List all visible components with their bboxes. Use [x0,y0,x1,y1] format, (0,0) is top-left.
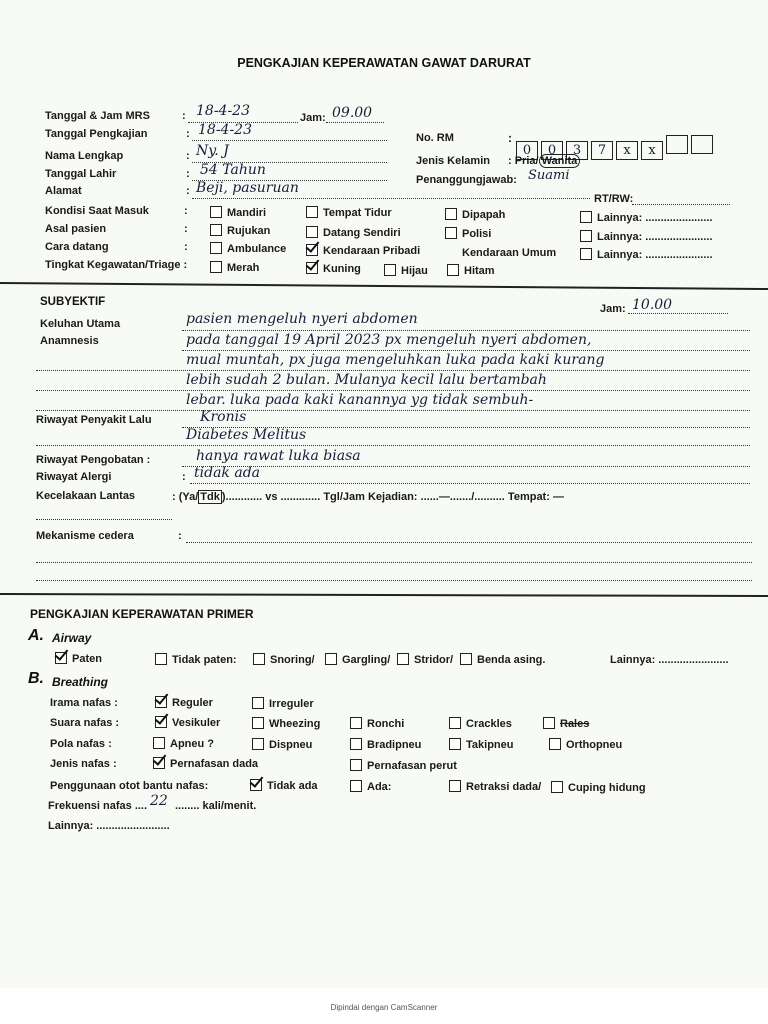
checkbox[interactable] [252,717,264,729]
option-orthopneu[interactable]: Orthopneu [549,738,622,751]
rm-digit-box [666,135,688,154]
dotted-line [190,483,750,484]
dotted-line [36,370,750,371]
checkbox[interactable] [210,206,222,218]
colon: : [184,223,188,235]
label-rt-rw: RT/RW: [594,193,634,205]
label-irama-nafas: Irama nafas : [50,697,118,709]
kecelakaan-line [172,491,564,503]
label-jam: Jam: [300,112,326,124]
option-ambulance[interactable]: Ambulance [210,242,286,255]
option-cara-lainnya[interactable]: Lainnya: ...................... [580,248,713,261]
checkbox-checked[interactable] [155,716,167,728]
checkbox[interactable] [253,653,265,665]
option-wanita-circled: Wanita [539,154,581,168]
option-pernafasan-perut[interactable]: Pernafasan perut [350,759,457,772]
option-tidak-ada[interactable]: Tidak ada [250,779,318,792]
option-crackles[interactable]: Crackles [449,717,512,730]
label-suara-nafas: Suara nafas : [50,717,120,729]
option-apneu[interactable]: Apneu ? [153,737,214,750]
option-ronchi[interactable]: Ronchi [350,717,404,730]
jenis-kelamin-options [508,155,580,167]
label-kali-menit: ........ kali/menit. [175,800,257,812]
label-riwayat-pengobatan: Riwayat Pengobatan : [36,454,151,466]
dotted-line [326,122,384,123]
checkbox[interactable] [252,738,264,750]
label-no-rm: No. RM [416,132,454,144]
checkbox[interactable] [445,208,457,220]
label-asal: Asal pasien [45,223,107,235]
checkbox[interactable] [210,242,222,254]
option-wheezing[interactable]: Wheezing [252,717,320,730]
option-kendaraan-pribadi[interactable]: Kendaraan Pribadi [306,244,420,257]
breathing-title: Breathing [52,675,109,689]
label-anamnesis: Anamnesis [40,335,99,347]
kecelakaan-rest: )............ vs ............. Tgl/Jam Kejadian: ......—......./.......... Tempat: — [221,491,564,503]
section-divider [0,282,768,290]
value-riwayat-penyakit: Kronis [200,409,247,425]
option-asal-lainnya[interactable]: Lainnya: ...................... [580,230,713,243]
checkbox[interactable] [325,653,337,665]
dotted-line [182,330,750,331]
dotted-line [36,410,750,411]
label-otot-bantu: Penggunaan otot bantu nafas: [50,780,209,792]
checkbox[interactable] [350,759,362,771]
dotted-line [192,140,387,141]
scanner-footer: Dipindai dengan CamScanner [330,1003,438,1012]
option-rujukan[interactable]: Rujukan [210,224,270,237]
option-snoring[interactable]: Snoring/ [253,653,315,666]
checkbox-checked[interactable] [250,779,262,791]
option-kondisi-lainnya[interactable]: Lainnya: ...................... [580,211,713,224]
dotted-line [182,350,750,351]
dotted-line [36,519,172,520]
label-riwayat-alergi: Riwayat Alergi [36,471,112,483]
value-alamat: Beji, pasuruan [196,180,299,196]
colon: : [186,150,190,162]
checkbox[interactable] [580,248,592,260]
option-benda-asing[interactable]: Benda asing. [460,653,545,666]
anamnesis-line: lebih sudah 2 bulan. Mulanya kecil lalu bertambah [186,372,547,388]
rm-digit-box: 3 [566,141,588,160]
checkbox[interactable] [580,230,592,242]
option-kuning[interactable]: Kuning [306,262,361,275]
checkbox[interactable] [155,653,167,665]
option-kendaraan-umum: Kendaraan Umum [462,247,557,259]
label-alamat: Alamat [45,185,82,197]
dotted-line [36,445,750,446]
breathing-letter: B. [28,670,44,687]
option-irreguler[interactable]: Irreguler [252,697,314,710]
checkbox[interactable] [252,697,264,709]
label-triage: Tingkat Kegawatan/Triage : [45,259,188,271]
colon: : [186,168,190,180]
option-polisi[interactable]: Polisi [445,227,491,240]
checkbox[interactable] [397,653,409,665]
checkbox-checked[interactable] [306,244,318,256]
airway-title: Airway [52,631,92,645]
dotted-line [182,466,750,467]
value-nama: Ny. J [196,143,229,159]
colon: : [184,205,188,217]
subyektif-heading: SUBYEKTIF [40,296,106,308]
option-pria: : Pria/ [508,155,539,167]
checkbox[interactable] [445,227,457,239]
option-tempat-tidur[interactable]: Tempat Tidur [306,206,392,219]
dotted-line [628,313,728,314]
colon: : [186,185,190,197]
dotted-line [186,542,752,543]
anamnesis-line: lebar. luka pada kaki kanannya yg tidak sembuh- [186,392,534,408]
option-paten[interactable]: Paten [55,652,102,665]
rm-digit-box [691,135,713,154]
checkbox[interactable] [549,738,561,750]
option-vesikuler[interactable]: Vesikuler [155,716,220,729]
option-datang-sendiri[interactable]: Datang Sendiri [306,226,401,239]
label-jenis-nafas: Jenis nafas : [50,758,117,770]
checkbox[interactable] [306,226,318,238]
anamnesis-line: pada tanggal 19 April 2023 px mengeluh nyeri abdomen, [186,332,592,348]
label-pola-nafas: Pola nafas : [50,738,112,750]
checkbox[interactable] [350,738,362,750]
value-subyektif-jam: 10.00 [632,297,673,313]
option-ada[interactable]: Ada: [350,780,391,793]
checkbox-checked[interactable] [306,262,318,274]
colon: : [186,128,190,140]
option-tdk-marked: Tdk [200,491,220,503]
colon: : [184,241,188,253]
option-hijau[interactable]: Hijau [384,264,428,277]
rm-digit-box: x [641,141,663,160]
section-divider [0,593,768,597]
option-stridor[interactable]: Stridor/ [397,653,453,666]
option-merah[interactable]: Merah [210,261,259,274]
option-dipapah[interactable]: Dipapah [445,208,505,221]
option-gargling[interactable]: Gargling/ [325,653,390,666]
option-rales[interactable]: Rales [543,717,589,730]
checkbox[interactable] [543,717,555,729]
value-riwayat-alergi: tidak ada [194,465,261,481]
checkbox[interactable] [449,738,461,750]
option-ya: : (Ya/ [172,491,199,503]
value-riwayat-penyakit-2: Diabetes Melitus [186,427,307,443]
dotted-line [36,580,752,581]
checkbox[interactable] [153,737,165,749]
checkbox[interactable] [350,780,362,792]
option-reguler[interactable]: Reguler [155,696,213,709]
option-mandiri[interactable]: Mandiri [210,206,266,219]
checkbox[interactable] [551,781,563,793]
rm-digit-box: x [616,141,638,160]
checkbox-checked[interactable] [155,696,167,708]
value-jam-mrs: 09.00 [332,105,373,121]
value-tanggal-lahir: 54 Tahun [200,162,266,178]
dotted-line [36,390,750,391]
label-mekanisme-cedera: Mekanisme cedera [36,530,134,542]
rm-digit-box: 7 [591,141,613,160]
value-penanggungjawab: Suami [528,168,570,183]
checkbox[interactable] [210,224,222,236]
checkbox[interactable] [449,780,461,792]
dotted-line [36,562,752,563]
checkbox[interactable] [447,264,459,276]
checkbox[interactable] [210,261,222,273]
colon: : [182,471,186,483]
label-nama: Nama Lengkap [45,150,124,162]
value-tanggal-pengkajian: 18-4-23 [198,122,252,138]
label-kecelakaan-lantas: Kecelakaan Lantas [36,490,136,502]
colon: : [178,530,182,542]
checkbox[interactable] [449,717,461,729]
label-tanggal-pengkajian: Tanggal Pengkajian [45,128,148,140]
breathing-lainnya: Lainnya: ........................ [48,820,170,832]
form-title: PENGKAJIAN KEPERAWATAN GAWAT DARURAT [237,56,531,70]
option-cuping-hidung[interactable]: Cuping hidung [551,781,646,794]
primer-heading: PENGKAJIAN KEPERAWATAN PRIMER [30,607,254,621]
label-riwayat-penyakit: Riwayat Penyakit Lalu [36,414,152,426]
checkbox-checked[interactable] [55,652,67,664]
label-frekuensi-nafas: Frekuensi nafas .... [48,800,148,812]
label-cara-datang: Cara datang [45,241,109,253]
label-jenis-kelamin: Jenis Kelamin [416,155,490,167]
dotted-line [192,198,590,199]
colon: : [508,131,512,145]
option-pernafasan-dada[interactable]: Pernafasan dada [153,757,258,770]
checkbox-checked[interactable] [153,757,165,769]
label-penanggungjawab: Penanggungjawab: [416,174,517,186]
value-tanggal-mrs: 18-4-23 [196,103,250,119]
value-riwayat-pengobatan: hanya rawat luka biasa [196,448,361,464]
option-dispneu[interactable]: Dispneu [252,738,312,751]
airway-lainnya: Lainnya: ....................... [610,654,729,666]
option-bradipneu[interactable]: Bradipneu [350,738,421,751]
label-keluhan-utama: Keluhan Utama [40,318,121,330]
label-kondisi: Kondisi Saat Masuk [45,205,149,217]
checkbox[interactable] [460,653,472,665]
checkbox[interactable] [350,717,362,729]
airway-letter: A. [28,627,44,644]
label-tanggal-lahir: Tanggal Lahir [45,168,117,180]
option-hitam[interactable]: Hitam [447,264,495,277]
value-keluhan-utama: pasien mengeluh nyeri abdomen [186,311,418,327]
checkbox[interactable] [306,206,318,218]
anamnesis-line: mual muntah, px juga mengeluhkan luka pada kaki kurang [186,352,605,368]
option-retraksi-dada[interactable]: Retraksi dada/ [449,780,541,793]
checkbox[interactable] [580,211,592,223]
rm-digit-box: 0 [516,141,538,160]
option-takipneu[interactable]: Takipneu [449,738,513,751]
dotted-line [632,204,730,205]
value-frekuensi-nafas: 22 [150,793,168,809]
label-subyektif-jam: Jam: [600,303,626,315]
rm-digit-box: 0 [541,141,563,160]
option-tidak-paten[interactable]: Tidak paten: [155,653,237,666]
colon: : [182,110,186,122]
label-tanggal-jam-mrs: Tanggal & Jam MRS [45,110,150,122]
checkbox[interactable] [384,264,396,276]
